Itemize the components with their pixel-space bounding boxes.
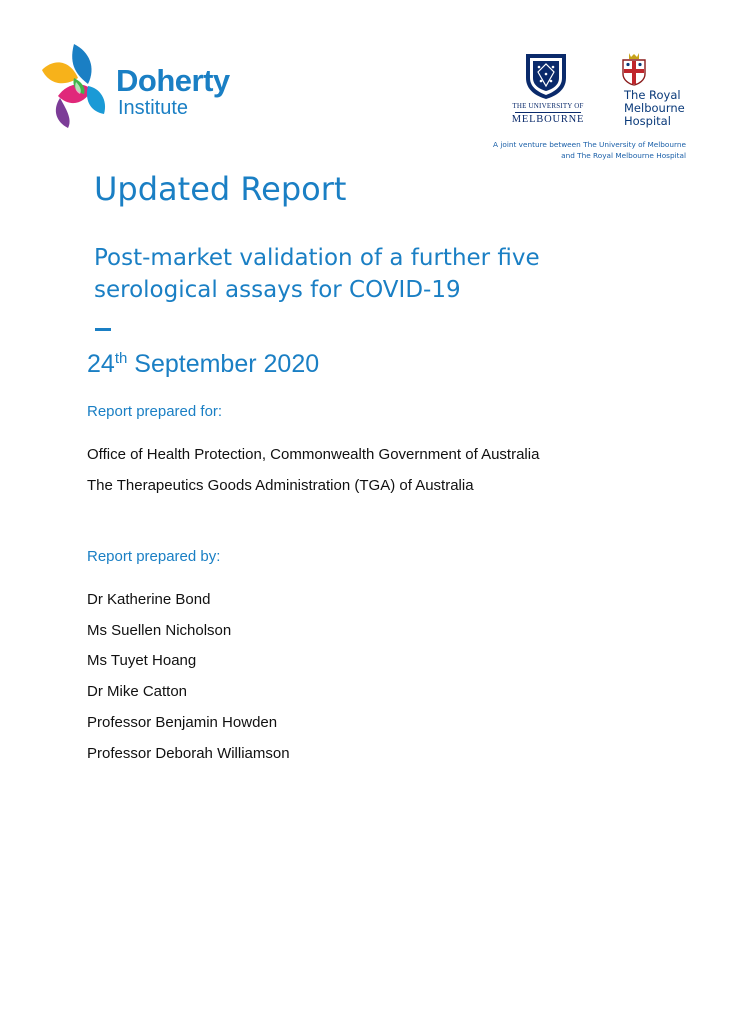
- doherty-logo-name: Doherty: [116, 63, 230, 98]
- prepared-for-label: Report prepared for:: [87, 403, 223, 420]
- uom-logo-line1: THE UNIVERSITY OF: [512, 102, 584, 110]
- title-dash-divider: [95, 328, 111, 331]
- report-date-day: 24: [87, 350, 115, 378]
- report-date-rest: September 2020: [127, 350, 320, 378]
- report-date-suffix: th: [114, 350, 128, 367]
- author-name: Ms Tuyet Hoang: [87, 652, 197, 669]
- author-name: Dr Mike Catton: [87, 683, 188, 700]
- doherty-logo-mark: [38, 42, 110, 128]
- joint-venture-line: and The Royal Melbourne Hospital: [561, 151, 686, 160]
- report-date: [87, 348, 319, 380]
- rmh-logo-line: Melbourne: [624, 101, 685, 115]
- prepared-for-item: The Therapeutics Goods Administration (TGA) of Australia: [87, 477, 474, 494]
- university-of-melbourne-crest-icon: [524, 52, 568, 100]
- uom-logo-line2: MELBOURNE: [511, 114, 585, 125]
- royal-melbourne-hospital-crest-icon: [621, 52, 647, 86]
- joint-venture-line: A joint venture between The University of Melbourne: [493, 140, 686, 149]
- report-title: Updated Report: [94, 170, 347, 208]
- prepared-for-item: Office of Health Protection, Commonwealth Government of Australia: [87, 446, 540, 463]
- doherty-logo-sub: Institute: [118, 97, 189, 119]
- author-name: Professor Benjamin Howden: [87, 714, 278, 731]
- rmh-logo-line: The Royal: [624, 88, 681, 102]
- report-subtitle: [94, 242, 654, 306]
- author-name: Dr Katherine Bond: [87, 591, 211, 608]
- doherty-institute-logo: [38, 42, 258, 132]
- report-subtitle-line: serological assays for COVID-19: [94, 277, 461, 303]
- prepared-by-label: Report prepared by:: [87, 548, 221, 565]
- rmh-logo-line: Hospital: [624, 114, 671, 128]
- uom-logo-rule: [515, 112, 581, 113]
- author-name: Ms Suellen Nicholson: [87, 622, 232, 639]
- report-subtitle-line: Post-market validation of a further five: [94, 245, 540, 271]
- rmh-logo-text: [624, 89, 685, 128]
- author-name: Professor Deborah Williamson: [87, 745, 290, 762]
- joint-venture-note: [430, 139, 686, 161]
